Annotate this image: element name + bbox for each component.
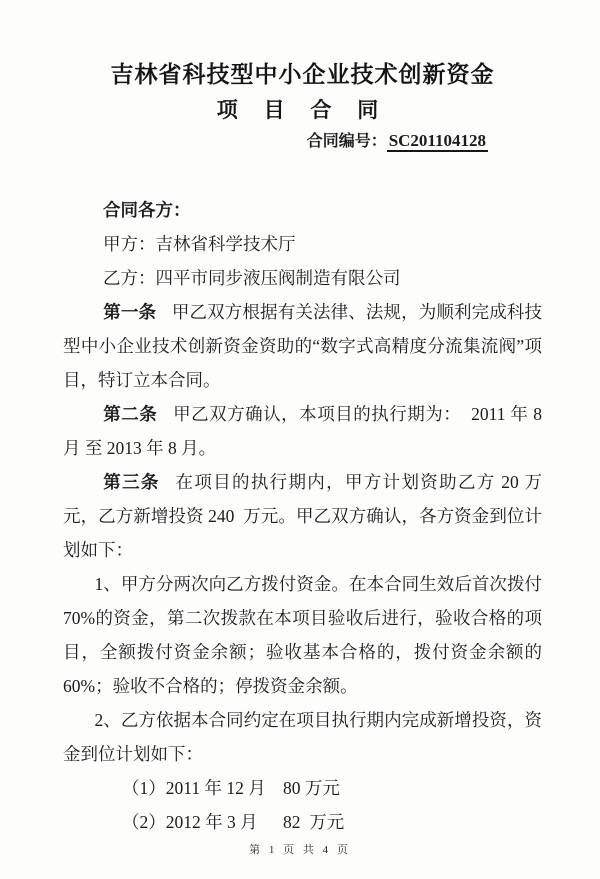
party-a-line: 甲方：吉林省科学技术厅	[103, 234, 296, 254]
schedule-row-2-date: （2）2012 年 3 月	[122, 812, 258, 832]
article-3	[63, 465, 542, 567]
article-2	[63, 397, 547, 465]
contract-number-value: SC201104128	[388, 131, 486, 150]
clause-2: 2、乙方依据本合同约定在项目执行期内完成新增投资，资金到位计划如下：	[63, 710, 542, 764]
contract-body	[63, 295, 547, 839]
page-number-footer: 第 1 页 共 4 页	[249, 844, 351, 856]
article-3-number: 第三条	[103, 472, 160, 492]
schedule-row-1-amount: 80 万元	[283, 778, 340, 798]
document-title: 吉林省科技型中小企业技术创新资金	[110, 61, 495, 87]
schedule-row-1	[63, 771, 542, 805]
article-1-number: 第一条	[103, 302, 157, 322]
schedule-row-2-amount: 82 万元	[283, 812, 345, 832]
article-1	[63, 295, 542, 397]
schedule-row-1-date: （1）2011 年 12 月	[122, 778, 266, 798]
article-3-text: 在项目的执行期内，甲方计划资助乙方 20 万元，乙方新增投资 240 万元。甲乙双方确认，各方资金到位计划如下：	[63, 472, 543, 560]
contract-number-line	[63, 128, 542, 155]
article-2-text: 甲乙双方确认，本项目的执行期为： 2011 年 8 月 至 2013 年 8 月。	[63, 404, 547, 458]
article-2-number: 第二条	[103, 404, 158, 424]
clause-1: 1、甲方分两次向乙方拨付资金。在本合同生效后首次拨付 70%的资金，第二次拨款在本项目验收后进行，验收合格的项目，全额拨付资金余额；验收基本合格的，拨付资金余额的 60%；验收不合格的；停拨资金余额。	[63, 574, 547, 696]
parties-section	[63, 193, 542, 295]
document-subtitle: 项 目 合 同	[216, 99, 389, 122]
parties-heading: 合同各方：	[103, 200, 191, 220]
party-b-line: 乙方：四平市同步液压阀制造有限公司	[103, 268, 401, 288]
contract-number-label: 合同编号：	[306, 133, 387, 150]
schedule-row-2	[63, 805, 542, 839]
article-1-text: 甲乙双方根据有关法律、法规，为顺利完成科技型中小企业技术创新资金资助的“数字式高精度分流集流阀”项目，特订立本合同。	[63, 302, 543, 390]
